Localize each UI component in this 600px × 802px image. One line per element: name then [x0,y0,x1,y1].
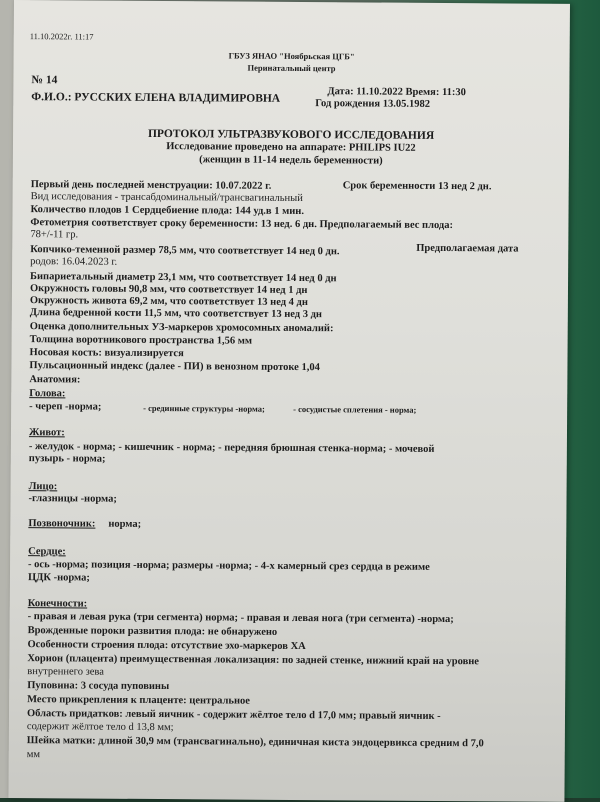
femur-row: Длина бедренной кости 11,5 мм, что соответствует 13 нед 3 дн [29,307,323,321]
anatomy-heading: Анатомия: [29,374,81,386]
bpd-row: Бипариетальный диаметр 23,1 мм, что соответствует 14 нед 0 дн [30,271,337,285]
crl-row: Копчико-теменной размер 78,5 мм, что соответствует 14 нед 0 дн. [30,244,340,258]
midline-item: - срединные структуры -норма; [143,402,265,414]
nasal-bone: Носовая кость: визуализируется [29,347,184,360]
protocol-number: № 14 [31,74,58,87]
abdomen-circ-row: Окружность живота 69,2 мм, что соответствует 13 нед 4 дн [29,295,308,309]
birth-year: Год рождения 13.05.1982 [315,98,431,110]
gestation-term: Срок беременности 13 нед 2 дн. [342,180,492,193]
bladder-item: пузырь - норма; [28,453,106,465]
heart-items: - ось -норма; позиция -норма; размеры -норма; - 4-х камерный срез сердца в режиме [28,559,430,573]
weeks-subtitle: (женщин в 11-14 недель беременности) [199,154,383,167]
umbilical-cord: Пуповина: 3 сосуда пуповины [27,680,170,693]
due-date: родов: 16.04.2023 г. [30,256,118,268]
document-page [8,0,570,802]
placenta-location: Хорион (плацента) преимущественная локализация: по задней стенке, нижний край на уровне [27,653,480,668]
nuchal-thickness: Толщина воротникового пространства 1,56 мм [29,334,253,347]
fetus-count-heartbeat: Количество плодов 1 Сердцебиение плода: 144 уд.в 1 мин. [30,204,305,218]
department-name: Перинатальный центр [247,62,336,74]
cord-insertion: Место прикрепления к плаценте: центральное [27,694,250,707]
spine-value: норма; [108,518,142,530]
skull-item: - череп -норма; [29,401,102,413]
adnexa-cont: содержит жёлтое тело d 13,8 мм; [26,721,174,734]
due-date-label: Предполагаемая дата [416,242,519,255]
markers-heading: Оценка дополнительных УЗ-маркеров хромосомных аномалий: [29,321,334,335]
abdomen-items: - желудок - норма; - кишечник - норма; - передняя брюшная стенка-норма; - мочевой [28,441,435,455]
head-heading: Голова: [29,388,66,400]
cervix-cont: мм [26,749,41,761]
estimated-weight: 78+/-11 гр. [30,229,79,241]
limbs-items: - правая и левая рука (три сегмента) норма; - правая и левая нога (три сегмента) -норма; [27,611,454,626]
structure-features: Особенности строения плода: отсутствие эхо-маркеров ХА [27,639,306,653]
adnexa: Область придатков: левый яичник - содержит жёлтое тело d 17,0 мм; правый яичник - [26,708,441,722]
orbits-item: -глазницы -норма; [28,493,117,505]
heart-heading: Сердце: [28,546,66,558]
exam-type: Вид исследования - трансабдоминальный/трансвагинальный [30,191,303,205]
cervix: Шейка матки: длиной 30,9 мм (трансвагинально), единичная киста эндоцервикса средним d 7,0 [26,735,484,750]
patient-name: Ф.И.О.: РУССКИХ ЕЛЕНА ВЛАДИМИРОВНА [31,91,281,105]
device-line: Исследование проведено на аппарате: PHILIPS IU22 [166,141,416,154]
head-circ-row: Окружность головы 90,8 мм, что соответствует 14 нед 1 дн [29,283,308,297]
document-title: ПРОТОКОЛ УЛЬТРАЗВУКОВОГО ИССЛЕДОВАНИЯ [147,127,435,142]
limbs-heading: Конечности: [27,598,88,610]
fetometry-line: Фетометрия соответствует сроку беременности: 13 нед. 6 дн. Предполагаемый вес плода: [30,217,454,232]
print-datetime: 11.10.2022г. 11:17 [29,31,94,42]
abdomen-heading: Живот: [28,427,65,439]
organization-name: ГБУЗ ЯНАО "Ноябрьская ЦГБ" [228,50,355,62]
exam-date-time: Дата: 11.10.2022 Время: 11:30 [327,86,466,99]
placenta-location-cont: внутреннего зева [27,666,104,678]
plexus-item: - сосудистые сплетения - норма; [293,403,417,415]
malformations: Врожденные пороки развития плода: не обнаружено [27,625,278,638]
pulsatility-index: Пульсационный индекс (далее - ПИ) в венозном протоке 1,04 [29,360,320,374]
last-period-line: Первый день последней менструации: 10.07.2022 г. [30,179,272,192]
face-heading: Лицо: [28,481,58,493]
heart-doppler: ЦДК -норма; [27,572,90,584]
spine-heading: Позвоночник: [28,518,96,530]
